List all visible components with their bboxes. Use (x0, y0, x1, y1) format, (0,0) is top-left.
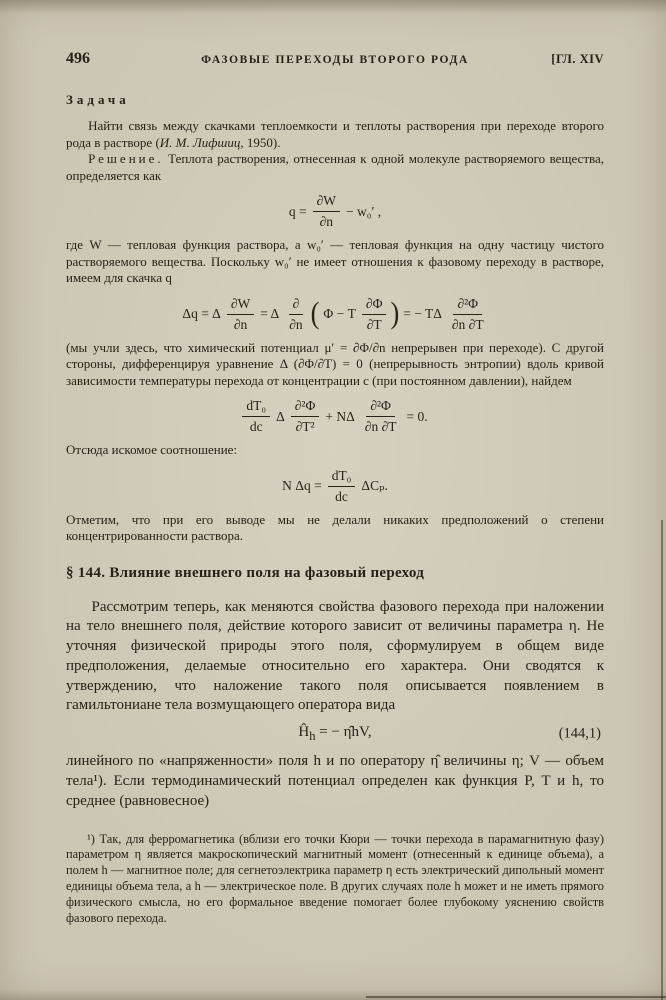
paragraph-after-eq1: где W — тепловая функция раствора, а w₀′ — тепловая функция на одну частицу чистого растворяемого вещества. Поскольку w₀′ не имеет отношения к фазовому переходу в растворе, имеем для скачка q (66, 237, 604, 285)
eq5-hamiltonian (298, 724, 371, 744)
fraction-numerator: ∂W (313, 193, 340, 212)
fraction (291, 398, 320, 435)
fraction (328, 468, 356, 505)
eq5-operator: Ĥ (298, 724, 310, 741)
eq2-part: = Δ (260, 306, 280, 321)
footnote: ¹) Так, для ферромагнетика (вблизи его точки Кюри — точки перехода в парамагнитную фазу) параметром η является макроскопический магнитный момент (отнесенный к единице объема), а полем h — магнитное поле; для сегнетоэлектрика параметр η есть электрический дипольный момент единицы объема тела, а h — электрическое поле. В других случаях поле h может и не иметь прямого физического смысла, но его формальное введение помогает более глубокому уяснению свойств фазового перехода. (66, 831, 604, 925)
chapter-reference: [ГЛ. XIV (551, 52, 604, 66)
fraction-denominator: ∂n (289, 316, 303, 332)
problem-statement-tail: , 1950). (240, 134, 281, 150)
fraction-denominator: ∂n (319, 214, 333, 229)
eq1-tail: − w₀′ , (346, 203, 382, 219)
equation-144-1 (66, 724, 604, 744)
section-paragraph-2: линейного по «напряженности» поля h и по оператору η̂ величины η; V — объем тела¹). Если термодинамический потенциал определен как функция P, T и h, то среднее (равновесное) (66, 753, 604, 809)
fraction-denominator: ∂n ∂T (451, 316, 484, 332)
page-header (66, 50, 604, 68)
fraction-numerator: ∂Φ (362, 296, 387, 315)
paragraph-after-eq2: (мы учли здесь, что химический потенциал μ′ = ∂Φ/∂n непрерывен при переходе). С другой стороны, дифференцируя уравнение Δ (∂Φ/∂T) = 0 (непрерывность энтропии) вдоль кривой зависимости температуры перехода от концентрации c (при постоянном давлении), найдем (66, 339, 604, 388)
fraction-numerator: ∂W (227, 296, 254, 315)
equation-delta-q (66, 296, 604, 333)
fraction-denominator: dc (335, 488, 348, 504)
running-title: ФАЗОВЫЕ ПЕРЕХОДЫ ВТОРОГО РОДА (201, 54, 469, 66)
fraction-denominator: dc (249, 419, 263, 434)
fraction (313, 193, 340, 230)
fraction (227, 296, 254, 333)
problem-heading: Задача (66, 92, 130, 107)
equation-heat-of-solution (66, 193, 604, 230)
fraction-denominator: ∂T² (295, 419, 315, 434)
problem-statement (66, 118, 604, 151)
eq3-part: Δ (276, 408, 285, 424)
section-heading: § 144. Влияние внешнего поля на фазовый переход (66, 564, 425, 581)
scan-artifact-right-edge (661, 520, 663, 1000)
eq5-rhs: = − η̂hV, (315, 724, 372, 741)
eq4-part: N Δq = (282, 478, 322, 493)
eq3-part: + NΔ (325, 408, 355, 424)
author-name: И. М. Лифшиц (159, 134, 241, 150)
fraction (242, 398, 270, 435)
section-paragraph-1: Рассмотрим теперь, как меняются свойства фазового перехода при наложении на тело внешнего поля, действие которого зависит от величины параметра η. Не уточняя физической природы этого поля, сформулируем в общем виде предположения, делаемые относительно его характера. Они сводятся к утверждению, что наложение такого поля описывается появлением в гамильтониане тела возмущающего оператора вида (66, 598, 604, 714)
eq4-part: ΔCₚ. (361, 478, 388, 493)
fraction (285, 296, 306, 333)
fraction-numerator: ∂²Φ (366, 398, 395, 417)
equation-number: (144,1) (558, 725, 601, 742)
fraction-denominator: ∂n (233, 316, 248, 332)
scan-artifact-bottom-edge (366, 996, 666, 998)
eq3-part: = 0. (406, 408, 428, 424)
fraction (361, 398, 401, 435)
eq2-part: = − TΔ (403, 306, 442, 321)
fraction (362, 296, 387, 333)
page-number: 496 (66, 50, 90, 67)
solution-intro-text: Теплота растворения, отнесенная к одной молекуле растворяемого вещества, определяется как (66, 151, 604, 183)
fraction-numerator: dT₀ (242, 398, 270, 417)
solution-intro (66, 151, 604, 184)
fraction-denominator: ∂T (366, 316, 382, 332)
eq1-lhs: q = (288, 203, 307, 219)
left-parenthesis: ( (310, 296, 320, 331)
fraction-numerator: ∂²Φ (453, 296, 482, 315)
paragraph-before-eq4: Отсюда искомое соотношение: (66, 442, 238, 457)
fraction-numerator: ∂ (289, 296, 304, 315)
fraction (448, 296, 488, 333)
fraction-numerator: dT₀ (328, 468, 356, 487)
fraction-numerator: ∂²Φ (291, 398, 320, 417)
right-parenthesis: ) (390, 296, 400, 331)
equation-final-relation (66, 468, 604, 505)
closing-remark: Отметим, что при его выводе мы не делали никаких предположений о степени концентрированности раствора. (66, 511, 604, 543)
problem-statement-text: Найти связь между скачками теплоемкости и теплоты растворения при переходе второго рода в растворе ( (66, 118, 604, 150)
fraction-denominator: ∂n ∂T (364, 419, 397, 434)
solution-label: Решение. (88, 151, 164, 166)
equation-derivative-relation (66, 398, 604, 435)
eq2-part: Δq = Δ (182, 306, 221, 321)
eq2-part: Φ − T (323, 306, 356, 321)
eq5-subscript: h (309, 729, 316, 744)
